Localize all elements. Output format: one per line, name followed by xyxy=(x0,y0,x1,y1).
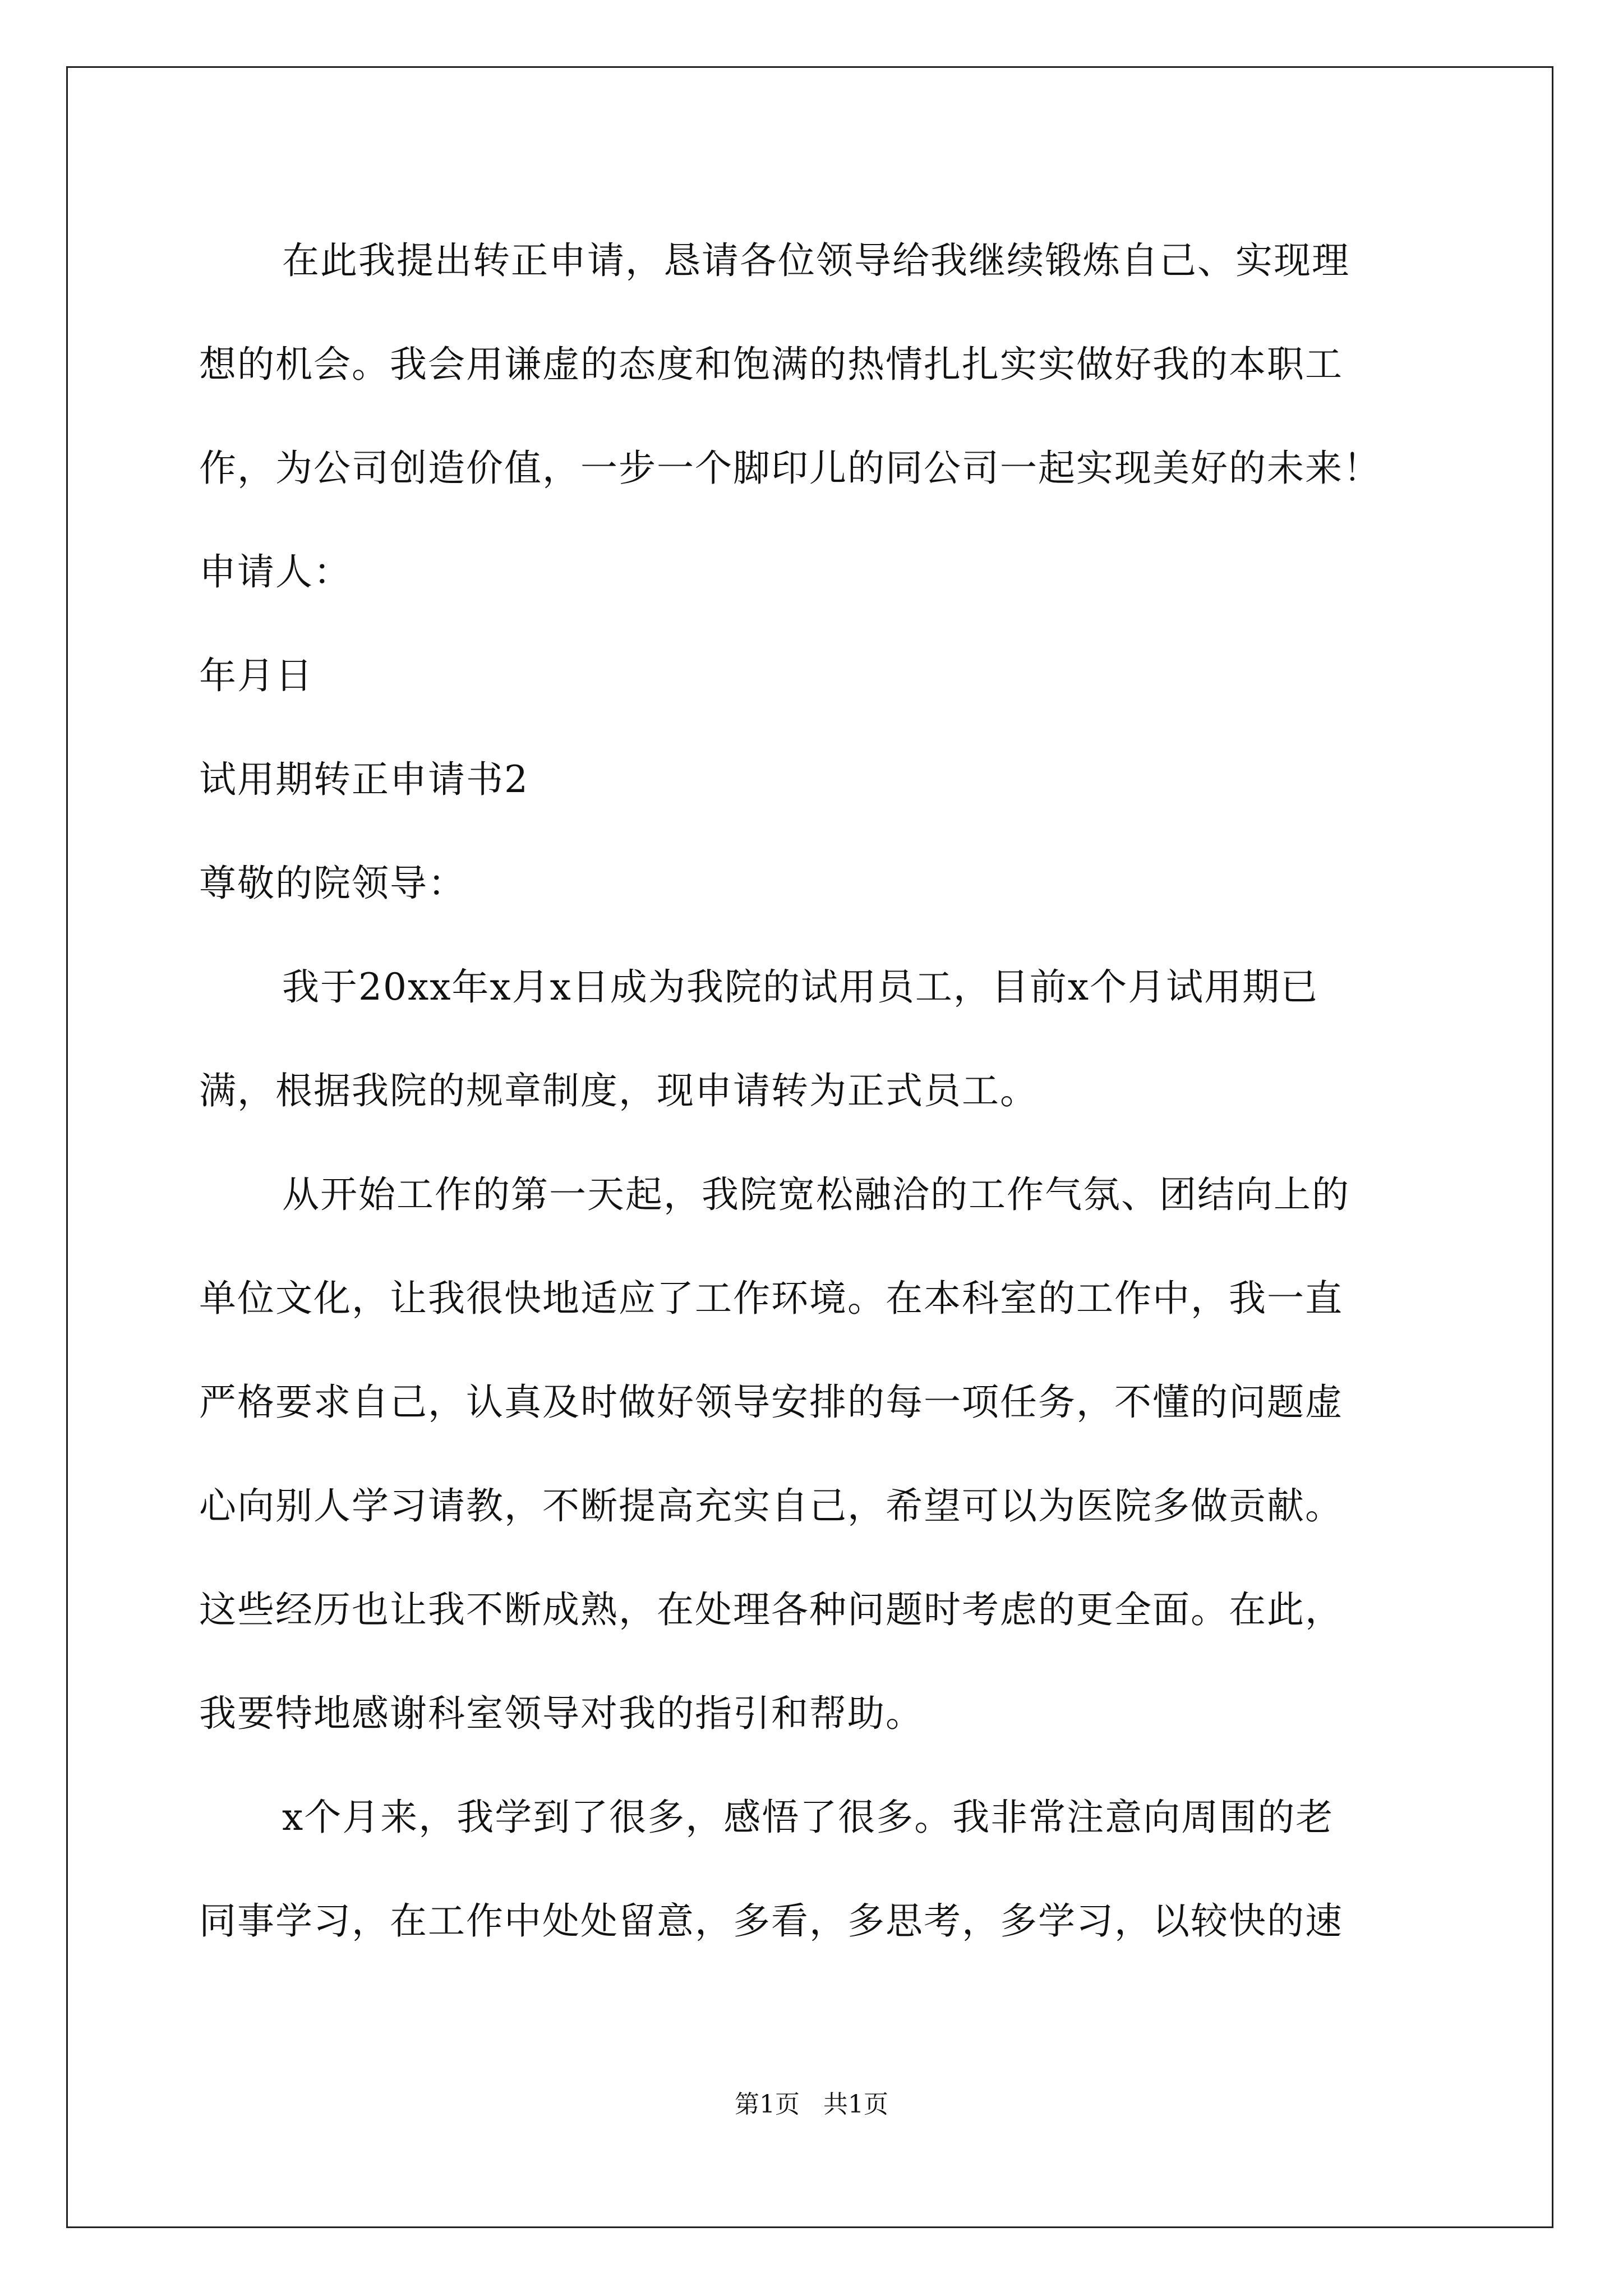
paragraph-line: 我要特地感谢科室领导对我的指引和帮助。 xyxy=(199,1692,924,1735)
applicant-label: 申请人： xyxy=(199,550,352,593)
paragraph-line: 我于20xx年x月x日成为我院的试用员工，目前x个月试用期已 xyxy=(282,965,1319,1009)
document-body xyxy=(199,209,1433,1973)
paragraph-line: x个月来，我学到了很多，感悟了很多。我非常注意向周围的老 xyxy=(282,1796,1334,1839)
paragraph-line: 这些经历也让我不断成熟，在处理各种问题时考虑的更全面。在此， xyxy=(199,1588,1343,1631)
paragraph-line: 心向别人学习请教，不断提高充实自己，希望可以为医院多做贡献。 xyxy=(199,1484,1343,1527)
date-label: 年月日 xyxy=(199,654,313,697)
paragraph-line: 想的机会。我会用谦虚的态度和饱满的热情扎扎实实做好我的本职工 xyxy=(199,343,1343,386)
paragraph-line: 在此我提出转正申请，恳请各位领导给我继续锻炼自己、实现理 xyxy=(282,239,1350,282)
page-number-footer: 第1页 共1页 xyxy=(735,2090,888,2119)
paragraph-line: 作，为公司创造价值，一步一个脚印儿的同公司一起实现美好的未来！ xyxy=(199,447,1381,490)
paragraph-line: 同事学习，在工作中处处留意，多看，多思考，多学习，以较快的速 xyxy=(199,1899,1343,1943)
paragraph-line: 严格要求自己，认真及时做好领导安排的每一项任务，不懂的问题虚 xyxy=(199,1381,1343,1424)
paragraph-line: 单位文化，让我很快地适应了工作环境。在本科室的工作中，我一直 xyxy=(199,1277,1343,1320)
salutation: 尊敬的院领导： xyxy=(199,862,466,905)
paragraph-line: 满，根据我院的规章制度，现申请转为正式员工。 xyxy=(199,1069,1038,1112)
paragraph-line: 从开始工作的第一天起，我院宽松融洽的工作气氛、团结向上的 xyxy=(282,1173,1350,1216)
section-title: 试用期转正申请书2 xyxy=(199,758,529,801)
